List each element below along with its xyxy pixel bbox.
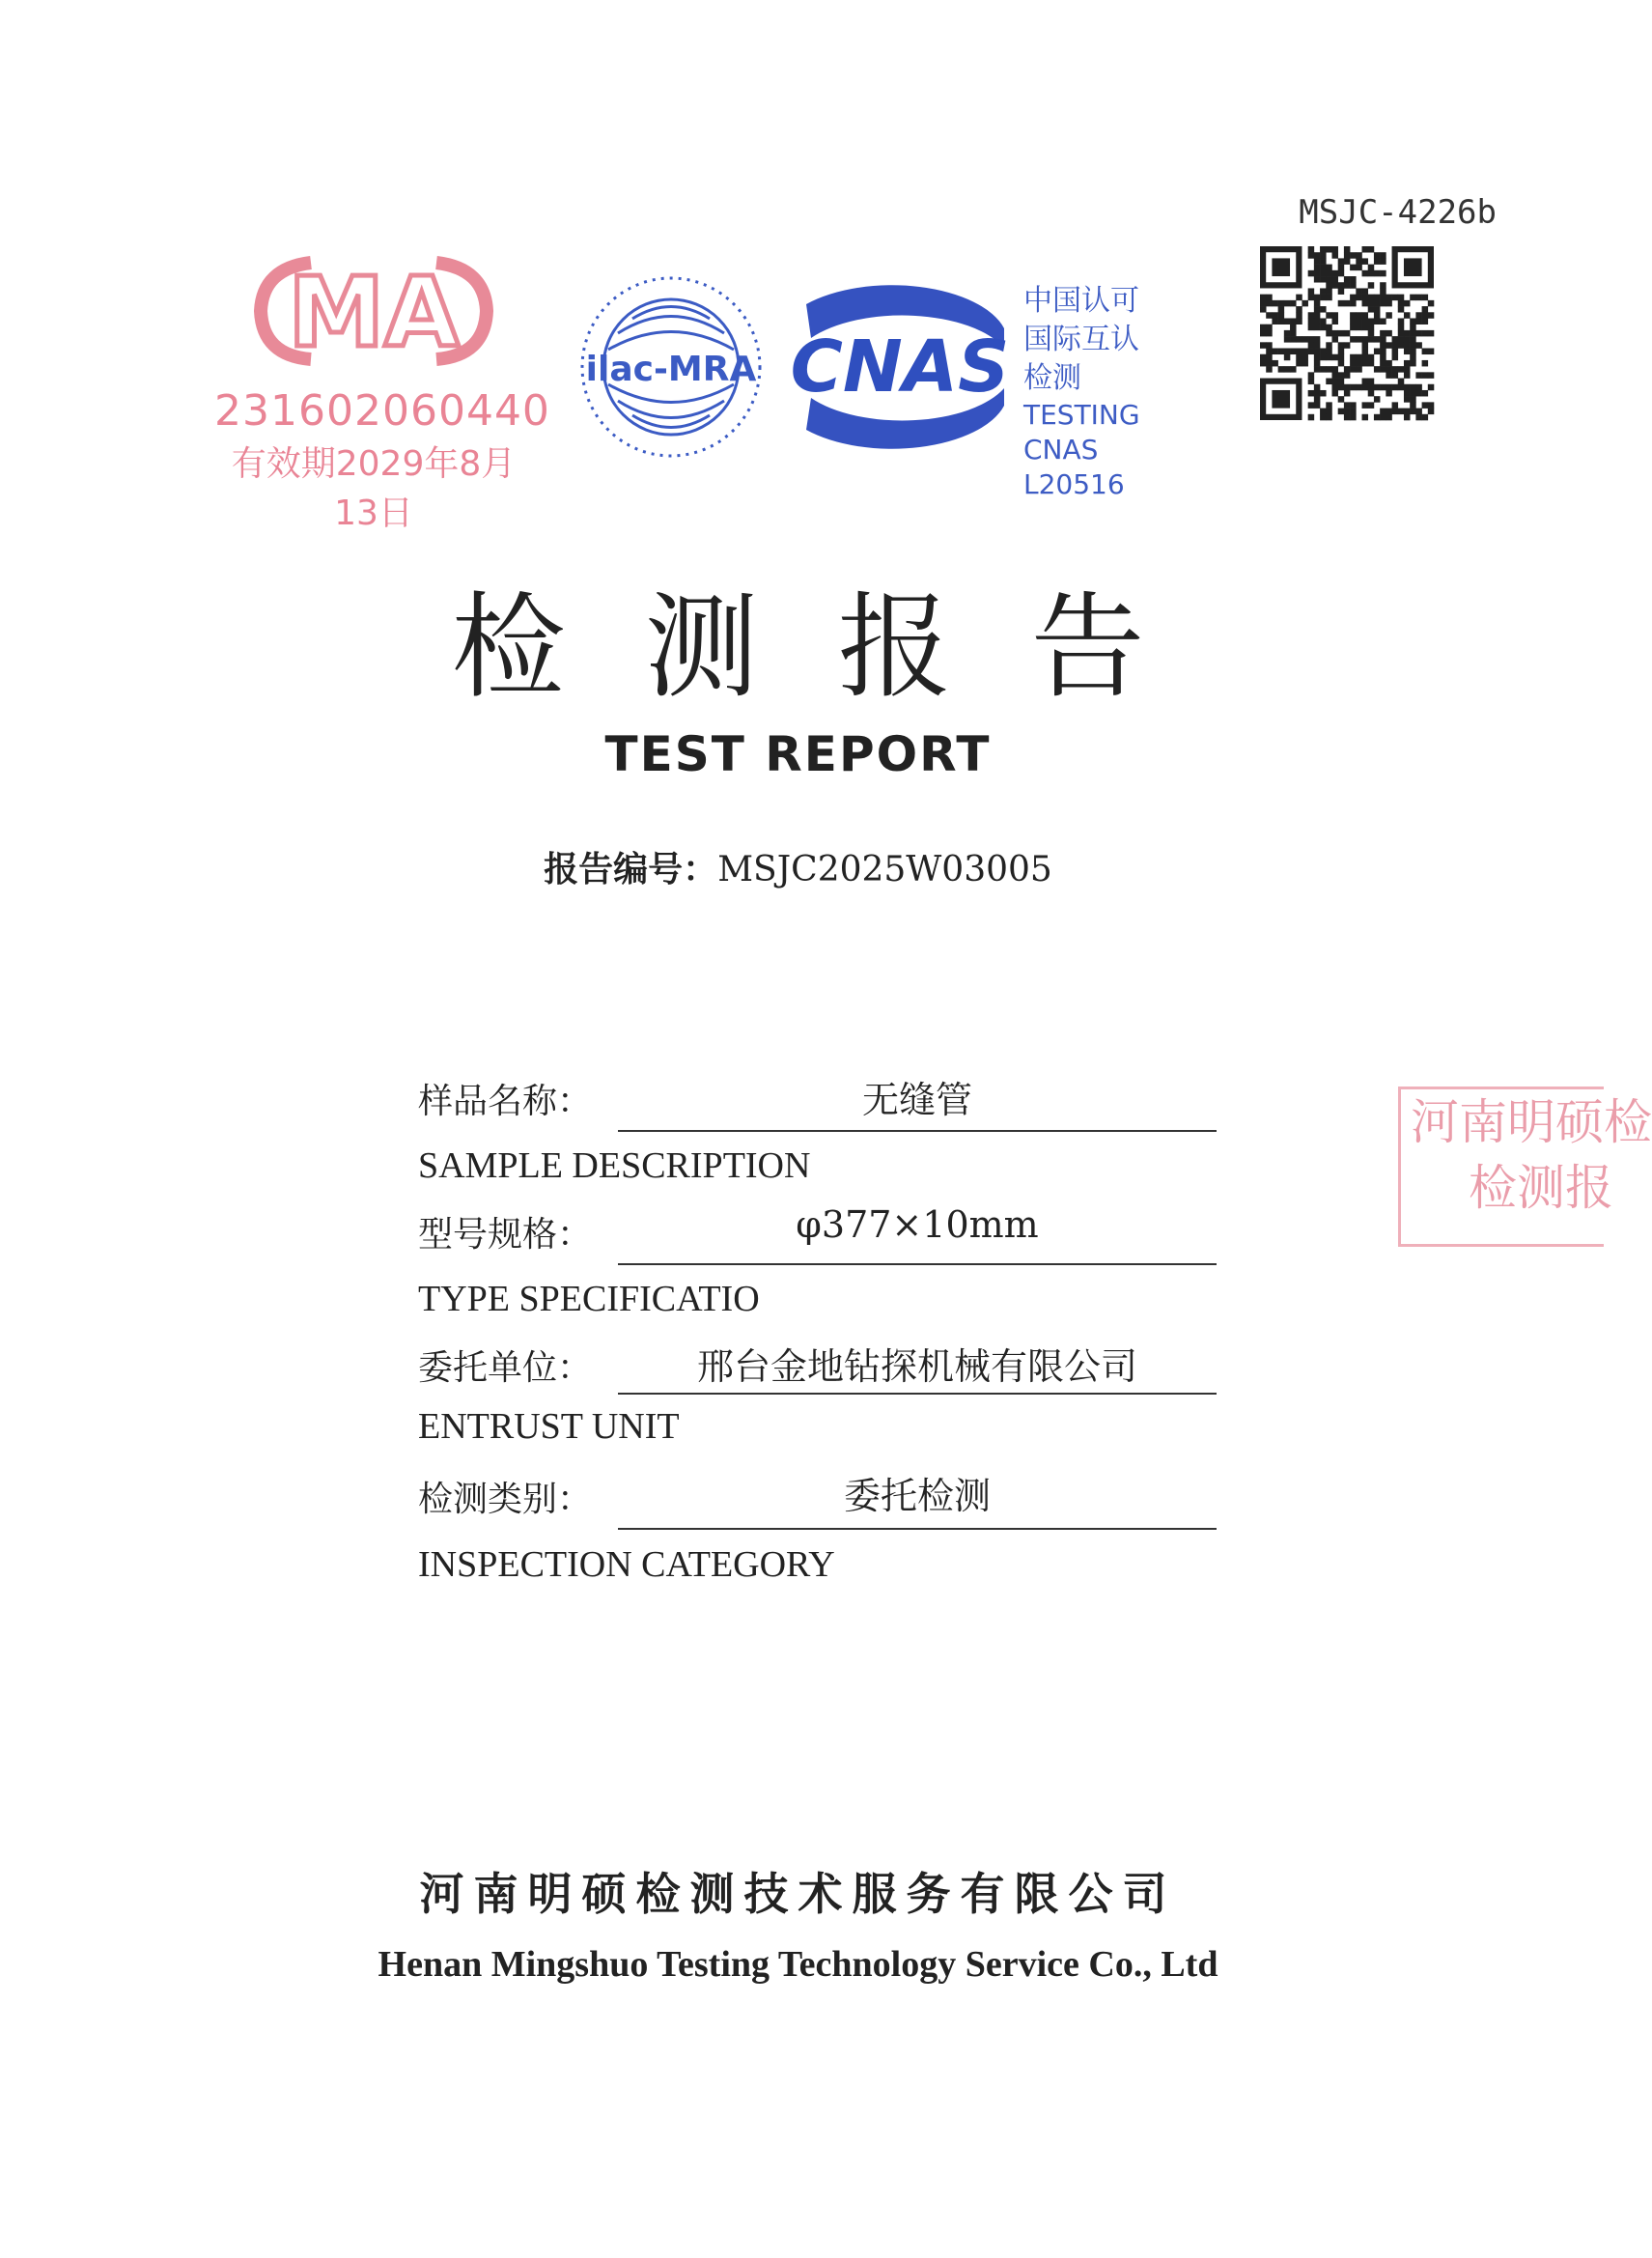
report-number-value: MSJC2025W03005 (717, 850, 1052, 889)
type-label-en: TYPE SPECIFICATIO (418, 1279, 760, 1319)
company-name-cn: 河南明硕检测技术服务有限公司 (419, 1868, 1177, 1920)
sample-label: 样品名称： (418, 1082, 593, 1121)
cma-stamp (214, 251, 550, 533)
cma-number: 231602060440 (214, 386, 550, 436)
sample-underline (618, 1130, 1217, 1132)
report-number (0, 842, 1596, 891)
category-label-en: INSPECTION CATEGORY (418, 1544, 835, 1585)
category-underline (618, 1528, 1217, 1530)
entrust-underline (618, 1393, 1217, 1395)
svg-text:MA: MA (288, 256, 460, 369)
side-seal-stamp: 河南明硕检 检测报 (1398, 1087, 1604, 1247)
report-number-label: 报告编号： (544, 850, 718, 889)
type-value: φ377×10mm (796, 1203, 1039, 1246)
title-en: TEST REPORT (604, 726, 992, 782)
title-cn: 检测报告 (451, 580, 1224, 714)
category-value: 委托检测 (843, 1475, 991, 1517)
cma-valid-date: 有效期2029年8月13日 (231, 444, 517, 533)
sample-value: 无缝管 (861, 1079, 972, 1121)
ilac-cnas-logo-icon (579, 261, 1023, 483)
cnas-text: 中国认可 国际互认 检测 TESTING CNAS L20516 (1023, 284, 1140, 500)
type-label: 型号规格： (418, 1215, 593, 1255)
entrust-label: 委托单位： (418, 1348, 593, 1388)
type-underline (618, 1263, 1217, 1265)
cma-logo-icon (243, 251, 504, 377)
document-code: MSJC-4226b (1299, 193, 1497, 232)
accreditation-marks (579, 261, 1168, 500)
entrust-value: 邢台金地钻探机械有限公司 (696, 1345, 1137, 1388)
qr-code (1260, 246, 1434, 420)
svg-text:CNAS: CNAS (790, 325, 1010, 409)
company-name-en: Henan Mingshuo Testing Technology Service Co., Ltd (378, 1944, 1218, 1985)
svg-text:ilac-MRA: ilac-MRA (585, 350, 757, 389)
category-label: 检测类别： (418, 1480, 593, 1519)
entrust-label-en: ENTRUST UNIT (418, 1406, 680, 1447)
sample-label-en: SAMPLE DESCRIPTION (418, 1145, 811, 1186)
